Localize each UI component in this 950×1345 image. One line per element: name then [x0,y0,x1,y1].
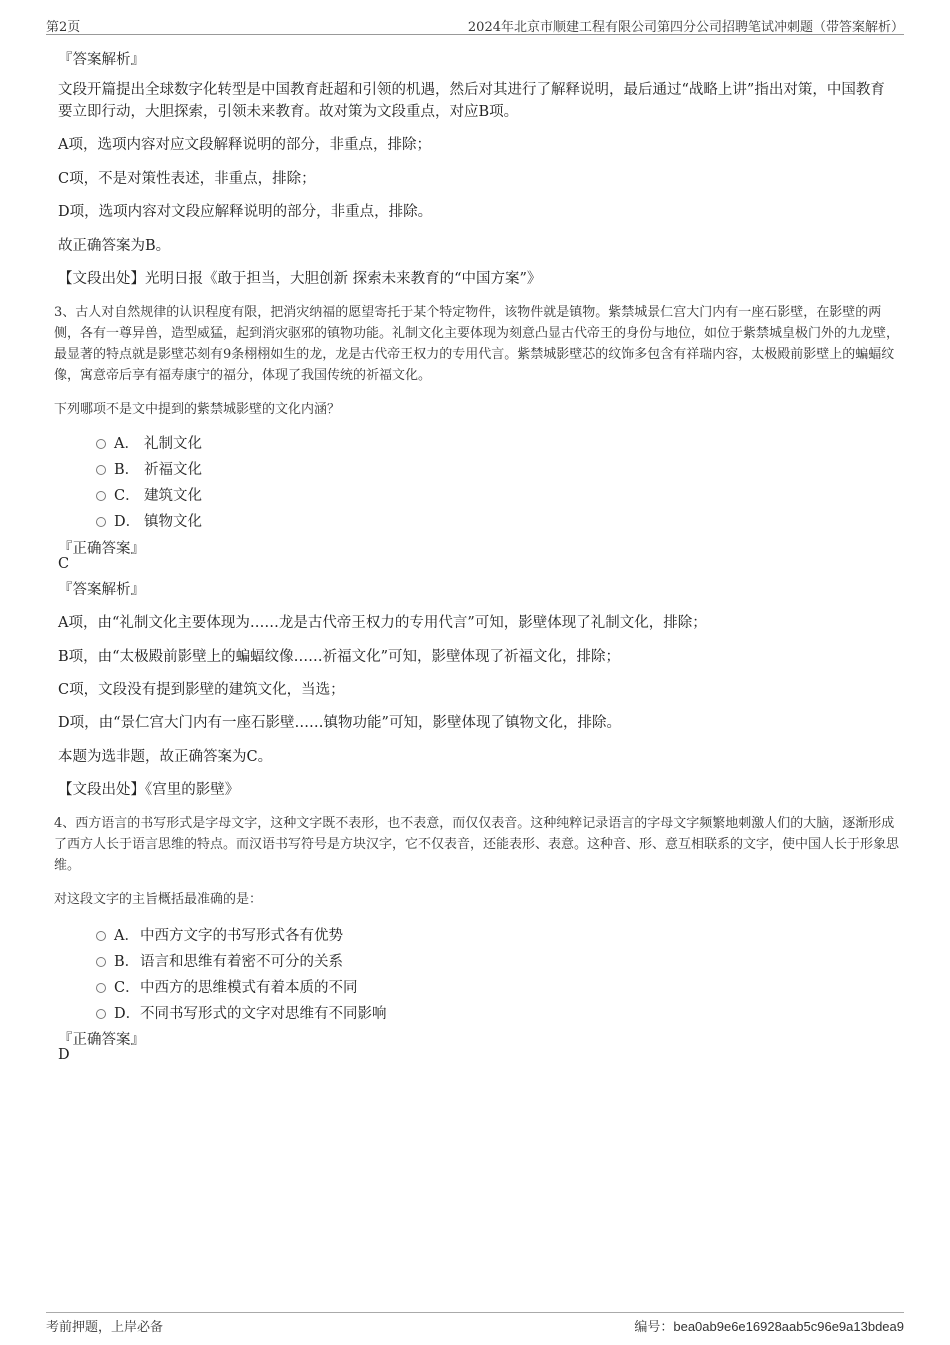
analysis-line: C项，文段没有提到影壁的建筑文化，当选； [58,682,345,698]
footer-slogan: 考前押题，上岸必备 [46,1320,164,1335]
radio-button[interactable] [96,931,106,941]
option-c[interactable]: C． 建筑文化 [96,484,202,505]
page-header [46,14,904,35]
page-number: 第2页 [46,20,81,35]
document-code: 编号：bea0ab9e6e16928aab5c96e9a13bdea9 [634,1319,904,1335]
question-prompt: 下列哪项不是文中提到的紫禁城影壁的文化内涵？ [54,402,341,417]
answer-label: 『正确答案』 [58,1032,145,1048]
answer-value: D [58,1047,70,1063]
option-a[interactable]: A．中西方文字的书写形式各有优势 [96,924,343,945]
question-passage: 3、古人对自然规律的认识程度有限，把消灾纳福的愿望寄托于某个特定物件，该物件就是镇物。紫禁城景仁宫大门内有一座石影壁，在影壁的两侧，各有一尊异兽，造型威猛，起到消灾驱邪的镇物功能。礼制文化主要体现为刻意凸显古代帝王的身份与地位，如位于紫禁城皇极门外的九龙壁，最显著的特点就是影壁芯刻有9条栩栩如生的龙，龙是古代帝王权力的专用代言。紫禁城影壁芯的纹饰多包含有祥瑞内容，太极殿前影壁上的蝙蝠纹像，寓意帝后享有福寿康宁的福分，体现了我国传统的祈福文化。 [54,305,900,383]
radio-button[interactable] [96,517,106,527]
analysis-line: D项，选项内容对文段应解释说明的部分，非重点，排除。 [58,204,433,220]
option-b[interactable]: B． 祈福文化 [96,458,202,479]
option-b[interactable]: B．语言和思维有着密不可分的关系 [96,950,343,971]
radio-button[interactable] [96,983,106,993]
analysis-line: D项，由“景仁宫大门内有一座石影壁……镇物功能”可知，影壁体现了镇物文化，排除。 [58,715,621,731]
document-title: 2024年北京市顺建工程有限公司第四分公司招聘笔试冲刺题（带答案解析） [467,20,904,35]
analysis-line: A项，由“礼制文化主要体现为……龙是古代帝王权力的专用代言”可知，影壁体现了礼制文化，排除； [58,615,707,631]
analysis-line: C项，不是对策性表述，非重点，排除； [58,171,316,187]
radio-button[interactable] [96,491,106,501]
option-d[interactable]: D．不同书写形式的文字对思维有不同影响 [96,1002,387,1023]
page-footer [46,1312,904,1337]
option-d[interactable]: D． 镇物文化 [96,510,202,531]
answer-label: 『正确答案』 [58,541,145,557]
answer-value: C [58,556,70,572]
question-prompt: 对这段文字的主旨概括最准确的是： [54,892,263,907]
analysis-line: 本题为选非题，故正确答案为C。 [58,749,273,765]
source-citation: 【文段出处】《宫里的影壁》 [58,782,240,798]
radio-button[interactable] [96,465,106,475]
analysis-label: 『答案解析』 [58,52,145,68]
analysis-line: A项，选项内容对应文段解释说明的部分，非重点，排除； [58,137,431,153]
analysis-label: 『答案解析』 [58,582,145,598]
radio-button[interactable] [96,439,106,449]
analysis-line: 故正确答案为B。 [58,238,171,254]
source-citation: 【文段出处】光明日报《敢于担当，大胆创新 探索未来教育的“中国方案”》 [58,271,542,287]
option-c[interactable]: C．中西方的思维模式有着本质的不同 [96,976,358,997]
analysis-paragraph: 文段开篇提出全球数字化转型是中国教育赶超和引领的机遇，然后对其进行了解释说明，最后通过“战略上讲”指出对策，中国教育要立即行动，大胆探索，引领未来教育。故对策为文段重点，对应B项。 [58,82,885,120]
question-passage: 4、西方语言的书写形式是字母文字，这种文字既不表形，也不表意，而仅仅表音。这种纯粹记录语言的字母文字频繁地刺激人们的大脑，逐渐形成了西方人长于语言思维的特点。而汉语书写符号是方块汉字，它不仅表音，还能表形、表意。这种音、形、意互相联系的文字，使中国人长于形象思维。 [54,816,900,873]
radio-button[interactable] [96,1009,106,1019]
option-a[interactable]: A． 礼制文化 [96,432,202,453]
analysis-line: B项，由“太极殿前影壁上的蝙蝠纹像……祈福文化”可知，影壁体现了祈福文化，排除； [58,649,620,665]
radio-button[interactable] [96,957,106,967]
